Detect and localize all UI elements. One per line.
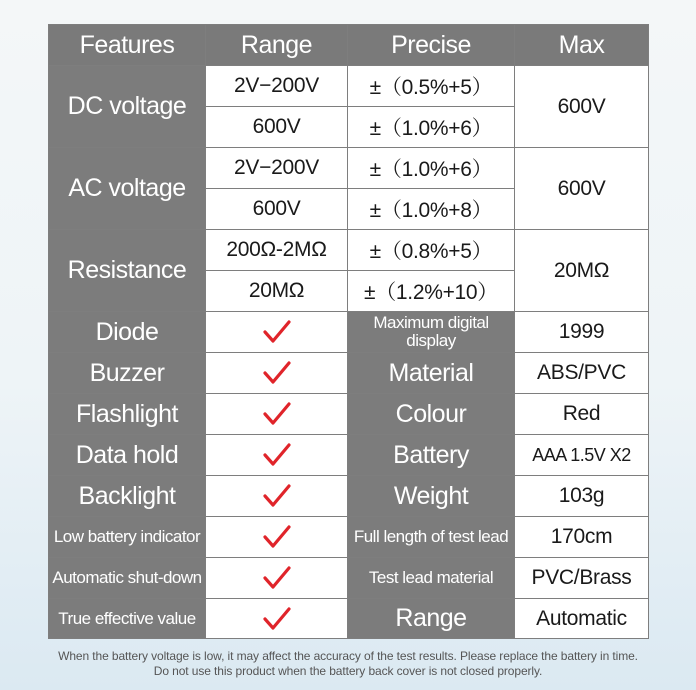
check-cell: [206, 558, 348, 599]
spec-label: Weight: [348, 476, 515, 517]
table-row: [49, 312, 649, 353]
check-icon: [262, 360, 292, 386]
spec-label: Maximum digital display: [348, 312, 515, 353]
precision-cell: ±（1.0%+6）: [348, 107, 515, 148]
check-cell: [206, 517, 348, 558]
feature-ac-voltage: AC voltage: [49, 148, 206, 230]
max-cell: 600V: [515, 66, 649, 148]
table-row: [49, 435, 649, 476]
feature-low-battery-indicator: Low battery indicator: [49, 517, 206, 558]
footnote-line-2: Do not use this product when the battery back cover is not closed properly.: [153, 664, 543, 678]
check-cell: [206, 312, 348, 353]
table-row: [49, 476, 649, 517]
precision-cell: ±（0.8%+5）: [348, 230, 515, 271]
feature-automatic-shut-down: Automatic shut-down: [49, 558, 206, 599]
feature-buzzer: Buzzer: [49, 353, 206, 394]
range-cell: 20MΩ: [206, 271, 348, 312]
spec-value: PVC/Brass: [515, 558, 649, 599]
spec-value: ABS/PVC: [515, 353, 649, 394]
feature-diode: Diode: [49, 312, 206, 353]
footnote: [0, 649, 696, 679]
check-icon: [262, 483, 292, 509]
check-icon: [262, 606, 292, 632]
max-cell: 20MΩ: [515, 230, 649, 312]
precision-cell: ±（1.0%+6）: [348, 148, 515, 189]
spec-value: Automatic: [515, 599, 649, 639]
range-cell: 600V: [206, 189, 348, 230]
precision-cell: ±（1.0%+8）: [348, 189, 515, 230]
check-cell: [206, 435, 348, 476]
feature-resistance: Resistance: [49, 230, 206, 312]
feature-true-effective-value: True effective value: [49, 599, 206, 639]
header-precise: Precise: [348, 25, 515, 66]
range-cell: 2V−200V: [206, 66, 348, 107]
spec-value: 170cm: [515, 517, 649, 558]
spec-label: Battery: [348, 435, 515, 476]
check-cell: [206, 599, 348, 639]
spec-value: Red: [515, 394, 649, 435]
range-cell: 200Ω-2MΩ: [206, 230, 348, 271]
spec-label: Material: [348, 353, 515, 394]
check-icon: [262, 524, 292, 550]
header-row: [49, 25, 649, 66]
spec-value: 103g: [515, 476, 649, 517]
table-row: [49, 517, 649, 558]
table-row: [49, 230, 649, 271]
check-cell: [206, 476, 348, 517]
table-row: [49, 394, 649, 435]
spec-label: Colour: [348, 394, 515, 435]
spec-value: AAA 1.5V X2: [515, 435, 649, 476]
table-row: [49, 66, 649, 107]
feature-dc-voltage: DC voltage: [49, 66, 206, 148]
max-cell: 600V: [515, 148, 649, 230]
check-icon: [262, 565, 292, 591]
spec-table: [48, 24, 649, 639]
table-row: [49, 599, 649, 639]
table-row: [49, 148, 649, 189]
spec-label: Test lead material: [348, 558, 515, 599]
header-features: Features: [49, 25, 206, 66]
check-cell: [206, 394, 348, 435]
check-icon: [262, 442, 292, 468]
feature-backlight: Backlight: [49, 476, 206, 517]
check-icon: [262, 401, 292, 427]
precision-cell: ±（0.5%+5）: [348, 66, 515, 107]
footnote-line-1: When the battery voltage is low, it may affect the accuracy of the test results. Please replace the battery in time.: [58, 649, 638, 663]
feature-flashlight: Flashlight: [49, 394, 206, 435]
spec-label: Range: [348, 599, 515, 639]
spec-label: Full length of test lead: [348, 517, 515, 558]
table-row: [49, 558, 649, 599]
check-cell: [206, 353, 348, 394]
range-cell: 2V−200V: [206, 148, 348, 189]
check-icon: [262, 319, 292, 345]
precision-cell: ±（1.2%+10）: [348, 271, 515, 312]
header-range: Range: [206, 25, 348, 66]
header-max: Max: [515, 25, 649, 66]
range-cell: 600V: [206, 107, 348, 148]
feature-data-hold: Data hold: [49, 435, 206, 476]
spec-value: 1999: [515, 312, 649, 353]
table-row: [49, 353, 649, 394]
